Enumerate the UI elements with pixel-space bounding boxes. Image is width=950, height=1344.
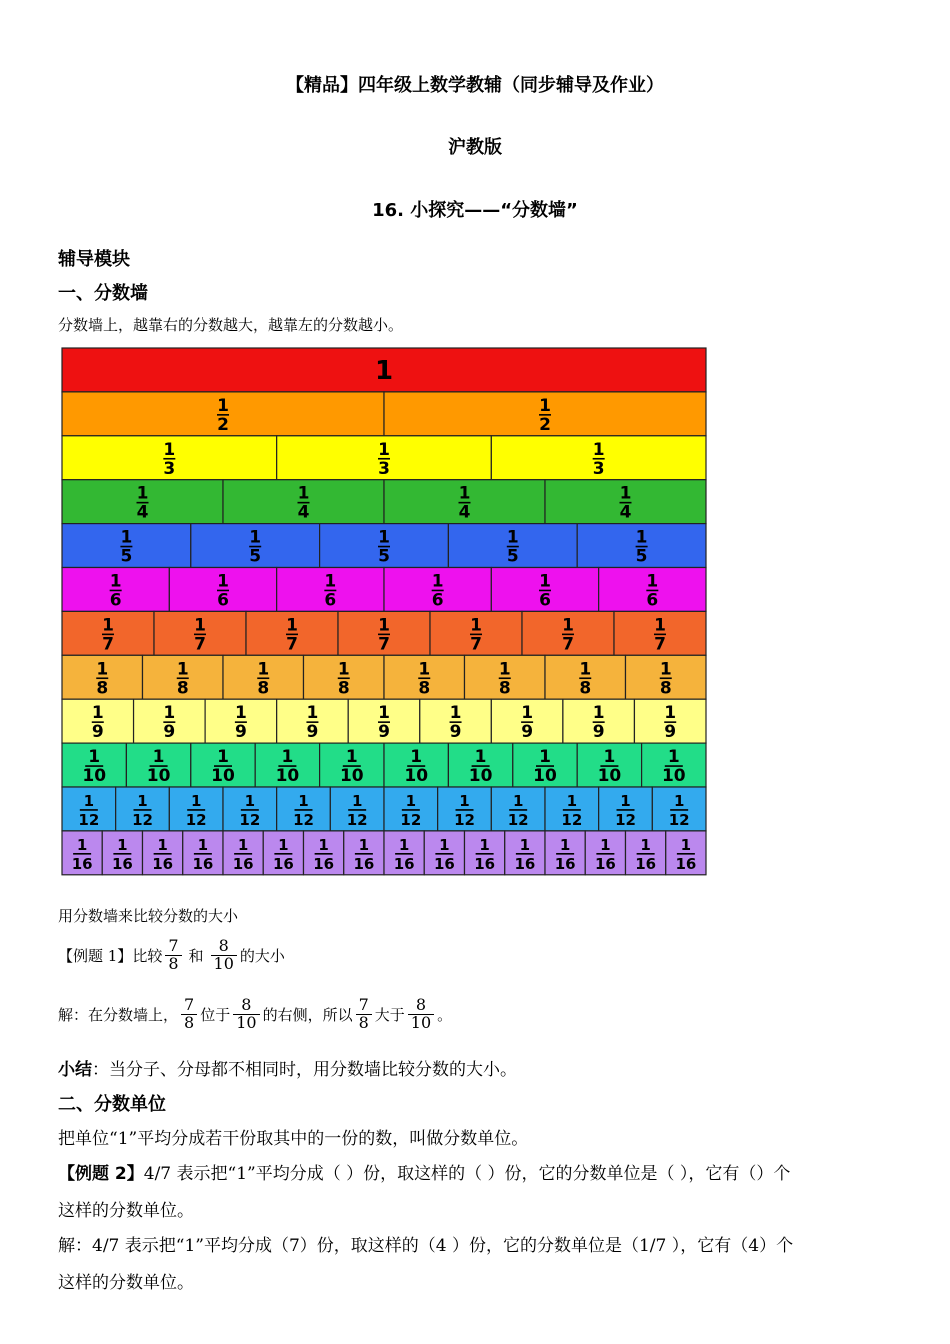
svg-text:1: 1 xyxy=(324,571,337,592)
wall-cell-12-10 xyxy=(545,787,599,831)
svg-text:16: 16 xyxy=(675,854,697,873)
wall-cell-12-9 xyxy=(491,787,545,831)
wall-cell-2-2 xyxy=(384,392,706,436)
wall-cell-6-2 xyxy=(169,568,276,612)
svg-text:4: 4 xyxy=(458,502,471,523)
svg-text:1: 1 xyxy=(76,835,88,854)
svg-text:16: 16 xyxy=(192,854,214,873)
svg-text:7: 7 xyxy=(286,634,298,655)
svg-text:12: 12 xyxy=(293,810,314,829)
wall-cell-8-8 xyxy=(626,655,707,699)
wall-cell-12-11 xyxy=(599,787,653,831)
svg-text:1: 1 xyxy=(619,483,632,504)
svg-text:16: 16 xyxy=(635,854,657,873)
svg-text:1: 1 xyxy=(458,483,471,504)
svg-text:16: 16 xyxy=(313,854,335,873)
wall-cell-9-4 xyxy=(277,699,349,743)
wall-cell-12-1 xyxy=(62,787,116,831)
svg-text:10: 10 xyxy=(597,766,622,787)
svg-text:1: 1 xyxy=(439,835,450,854)
svg-text:9: 9 xyxy=(91,722,104,743)
svg-text:16: 16 xyxy=(514,854,536,873)
svg-text:1: 1 xyxy=(306,703,319,724)
svg-text:8: 8 xyxy=(579,678,592,699)
wall-cell-4-3 xyxy=(384,480,545,524)
wall-cell-8-3 xyxy=(223,655,304,699)
svg-text:1: 1 xyxy=(405,791,417,810)
svg-text:1: 1 xyxy=(190,791,202,810)
svg-text:8: 8 xyxy=(337,678,350,699)
svg-text:1: 1 xyxy=(654,615,666,636)
svg-text:12: 12 xyxy=(454,810,475,829)
svg-text:1: 1 xyxy=(249,527,262,548)
svg-text:1: 1 xyxy=(351,791,363,810)
fraction-wall xyxy=(61,347,707,877)
svg-text:4: 4 xyxy=(297,502,310,523)
wall-cell-10-9 xyxy=(577,743,641,787)
svg-text:1: 1 xyxy=(217,395,229,416)
svg-text:1: 1 xyxy=(418,659,431,680)
svg-text:7: 7 xyxy=(194,634,206,655)
svg-text:6: 6 xyxy=(431,590,444,611)
wall-cell-16-15 xyxy=(626,831,666,875)
wall-cell-16-16 xyxy=(666,831,706,875)
wall-cell-10-10 xyxy=(642,743,706,787)
svg-text:1: 1 xyxy=(378,527,390,548)
svg-text:8: 8 xyxy=(176,678,189,699)
wall-cell-9-7 xyxy=(491,699,563,743)
svg-text:2: 2 xyxy=(217,414,229,435)
svg-text:4: 4 xyxy=(136,502,149,523)
wall-cell-6-6 xyxy=(599,568,706,612)
svg-text:1: 1 xyxy=(470,615,482,636)
svg-text:9: 9 xyxy=(163,722,176,743)
wall-cell-10-1 xyxy=(62,743,126,787)
svg-text:3: 3 xyxy=(592,458,605,479)
wall-cell-16-13 xyxy=(545,831,585,875)
svg-text:1: 1 xyxy=(278,835,289,854)
svg-text:8: 8 xyxy=(659,678,672,699)
wall-cell-12-6 xyxy=(330,787,384,831)
document-title: 【精品】四年级上数学教辅（同步辅导及作业） xyxy=(286,75,664,96)
svg-text:12: 12 xyxy=(615,810,636,829)
wall-cell-9-1 xyxy=(62,699,134,743)
fraction-8-10: $\frac{8}{10}$ xyxy=(211,938,237,973)
svg-text:1: 1 xyxy=(539,571,551,592)
wall-cell-7-1 xyxy=(62,611,154,655)
wall-cell-16-9 xyxy=(384,831,424,875)
svg-text:1: 1 xyxy=(176,659,189,680)
wall-cell-1-1 xyxy=(62,348,706,392)
svg-text:1: 1 xyxy=(337,659,350,680)
svg-text:1: 1 xyxy=(286,615,298,636)
svg-text:9: 9 xyxy=(234,722,247,743)
svg-text:1: 1 xyxy=(358,835,370,854)
section2-definition: 把单位“1”平均分成若干份取其中的一份的数，叫做分数单位。 xyxy=(58,1129,529,1149)
svg-text:1: 1 xyxy=(96,659,109,680)
svg-text:16: 16 xyxy=(353,854,375,873)
svg-text:1: 1 xyxy=(521,703,534,724)
edition-label: 沪教版 xyxy=(448,137,502,158)
wall-cell-7-3 xyxy=(246,611,338,655)
svg-text:1: 1 xyxy=(152,747,165,768)
wall-cell-9-3 xyxy=(205,699,277,743)
svg-text:1: 1 xyxy=(217,747,229,768)
wall-cell-5-5 xyxy=(577,524,706,568)
svg-text:8: 8 xyxy=(257,678,270,699)
svg-text:8: 8 xyxy=(96,678,109,699)
svg-text:7: 7 xyxy=(470,634,482,655)
svg-text:16: 16 xyxy=(71,854,93,873)
svg-text:16: 16 xyxy=(554,854,576,873)
wall-cell-12-2 xyxy=(116,787,170,831)
example-1-and: 和 xyxy=(188,946,204,965)
svg-text:1: 1 xyxy=(620,791,631,810)
wall-cell-8-1 xyxy=(62,655,143,699)
svg-text:16: 16 xyxy=(393,854,415,873)
svg-text:12: 12 xyxy=(561,810,583,829)
svg-text:1: 1 xyxy=(592,439,605,460)
svg-text:9: 9 xyxy=(306,722,319,743)
solution-mid2: 的右侧，所以 xyxy=(262,1005,353,1024)
svg-text:1: 1 xyxy=(117,835,128,854)
wall-cell-16-12 xyxy=(505,831,545,875)
svg-text:6: 6 xyxy=(217,590,229,611)
module-heading: 辅导模块 xyxy=(58,249,130,270)
wall-cell-10-4 xyxy=(255,743,319,787)
wall-cell-6-4 xyxy=(384,568,491,612)
wall-cell-12-3 xyxy=(169,787,223,831)
wall-cell-8-6 xyxy=(465,655,546,699)
fraction-7-8: $\frac{7}{8}$ xyxy=(181,997,197,1032)
svg-text:1: 1 xyxy=(592,703,605,724)
wall-cell-12-8 xyxy=(438,787,492,831)
fraction-8-10: $\frac{8}{10}$ xyxy=(233,997,259,1032)
svg-text:5: 5 xyxy=(249,546,262,567)
wall-cell-9-2 xyxy=(134,699,206,743)
svg-text:1: 1 xyxy=(498,659,511,680)
svg-text:1: 1 xyxy=(449,703,462,724)
wall-cell-10-6 xyxy=(384,743,448,787)
wall-cell-16-2 xyxy=(102,831,142,875)
svg-text:9: 9 xyxy=(449,722,462,743)
svg-text:10: 10 xyxy=(82,766,107,787)
wall-cell-5-4 xyxy=(448,524,577,568)
example-2-text: 4/7 表示把“1”平均分成（ ）份，取这样的（ ）份，它的分数单位是（ ），它有（）个 xyxy=(143,1164,791,1184)
wall-cell-5-3 xyxy=(320,524,449,568)
svg-text:1: 1 xyxy=(345,747,358,768)
svg-text:1: 1 xyxy=(297,483,310,504)
wall-cell-8-2 xyxy=(143,655,224,699)
wall-cell-12-5 xyxy=(277,787,331,831)
wall-cell-7-5 xyxy=(430,611,522,655)
compare-caption: 用分数墙来比较分数的大小 xyxy=(58,907,239,925)
svg-text:1: 1 xyxy=(539,747,551,768)
svg-text:1: 1 xyxy=(579,659,592,680)
summary-label: 小结 xyxy=(58,1060,92,1080)
wall-cell-9-9 xyxy=(634,699,706,743)
wall-cell-7-7 xyxy=(614,611,706,655)
svg-text:8: 8 xyxy=(498,678,511,699)
svg-text:1: 1 xyxy=(88,747,101,768)
svg-text:1: 1 xyxy=(659,659,672,680)
example-1-label: 【例题 1】 xyxy=(58,946,133,965)
wall-cell-3-1 xyxy=(62,436,277,480)
svg-text:10: 10 xyxy=(533,766,557,787)
svg-text:10: 10 xyxy=(468,766,493,787)
wall-cell-4-2 xyxy=(223,480,384,524)
svg-text:1: 1 xyxy=(459,791,470,810)
svg-text:1: 1 xyxy=(136,483,149,504)
wall-cell-8-4 xyxy=(304,655,385,699)
svg-text:1: 1 xyxy=(506,527,519,548)
wall-cell-16-5 xyxy=(223,831,263,875)
svg-text:1: 1 xyxy=(635,527,648,548)
svg-text:1: 1 xyxy=(318,835,329,854)
section1-heading: 一、分数墙 xyxy=(58,283,148,304)
svg-text:1: 1 xyxy=(512,791,524,810)
svg-text:1: 1 xyxy=(237,835,249,854)
svg-text:1: 1 xyxy=(600,835,611,854)
example-1 xyxy=(58,938,285,973)
svg-text:1: 1 xyxy=(410,747,423,768)
svg-text:12: 12 xyxy=(400,810,422,829)
wall-cell-7-2 xyxy=(154,611,246,655)
svg-text:1: 1 xyxy=(234,703,247,724)
svg-text:1: 1 xyxy=(640,835,651,854)
svg-text:9: 9 xyxy=(521,722,534,743)
wall-cell-12-7 xyxy=(384,787,438,831)
wall-cell-4-4 xyxy=(545,480,706,524)
wall-cell-16-8 xyxy=(344,831,384,875)
wall-cell-5-2 xyxy=(191,524,320,568)
wall-cell-12-4 xyxy=(223,787,277,831)
svg-text:1: 1 xyxy=(83,791,95,810)
svg-text:1: 1 xyxy=(109,571,122,592)
svg-text:12: 12 xyxy=(346,810,368,829)
svg-text:5: 5 xyxy=(635,546,648,567)
wall-cell-6-3 xyxy=(277,568,384,612)
example-1-pre: 比较 xyxy=(132,946,163,965)
svg-text:1: 1 xyxy=(163,439,176,460)
example-2-solution-line1: 解：4/7 表示把“1”平均分成（7）份，取这样的（4 ）份，它的分数单位是（1/7 ），它有（4）个 xyxy=(58,1236,794,1256)
svg-text:5: 5 xyxy=(120,546,133,567)
svg-text:1: 1 xyxy=(539,395,551,416)
svg-text:1: 1 xyxy=(519,835,531,854)
wall-cell-6-1 xyxy=(62,568,169,612)
svg-text:1: 1 xyxy=(298,791,309,810)
svg-text:1: 1 xyxy=(120,527,133,548)
svg-text:10: 10 xyxy=(404,766,429,787)
solution-pre: 解：在分数墙上， xyxy=(58,1005,179,1024)
svg-text:1: 1 xyxy=(91,703,104,724)
svg-text:16: 16 xyxy=(594,854,616,873)
svg-text:7: 7 xyxy=(102,634,114,655)
svg-text:12: 12 xyxy=(78,810,100,829)
svg-text:2: 2 xyxy=(539,414,551,435)
svg-text:10: 10 xyxy=(275,766,300,787)
svg-text:1: 1 xyxy=(474,747,487,768)
svg-text:1: 1 xyxy=(559,835,571,854)
solution-mid1: 位于 xyxy=(200,1005,231,1024)
example-2-line1 xyxy=(58,1159,790,1184)
fraction-7-8: $\frac{7}{8}$ xyxy=(356,997,372,1032)
svg-text:16: 16 xyxy=(111,854,133,873)
svg-text:7: 7 xyxy=(562,634,574,655)
svg-text:16: 16 xyxy=(152,854,174,873)
wall-cell-7-4 xyxy=(338,611,430,655)
wall-cell-5-1 xyxy=(62,524,191,568)
wall-cell-3-2 xyxy=(277,436,492,480)
wall-cell-6-5 xyxy=(491,568,598,612)
svg-text:1: 1 xyxy=(163,703,176,724)
wall-cell-10-5 xyxy=(320,743,384,787)
svg-text:12: 12 xyxy=(239,810,261,829)
svg-text:10: 10 xyxy=(211,766,235,787)
wall-cell-10-3 xyxy=(191,743,255,787)
svg-text:16: 16 xyxy=(474,854,496,873)
svg-text:1: 1 xyxy=(374,355,394,386)
svg-text:12: 12 xyxy=(185,810,207,829)
svg-text:1: 1 xyxy=(137,791,148,810)
wall-cell-8-5 xyxy=(384,655,465,699)
wall-cell-10-2 xyxy=(126,743,190,787)
summary-text: ：当分子、分母都不相同时，用分数墙比较分数的大小。 xyxy=(92,1060,517,1080)
svg-text:16: 16 xyxy=(272,854,294,873)
svg-text:12: 12 xyxy=(507,810,529,829)
svg-text:1: 1 xyxy=(603,747,616,768)
fraction-8-10: $\frac{8}{10}$ xyxy=(408,997,434,1032)
svg-text:1: 1 xyxy=(431,571,444,592)
wall-cell-8-7 xyxy=(545,655,626,699)
svg-text:16: 16 xyxy=(433,854,455,873)
wall-cell-7-6 xyxy=(522,611,614,655)
svg-text:5: 5 xyxy=(506,546,519,567)
svg-text:1: 1 xyxy=(673,791,685,810)
wall-cell-16-14 xyxy=(585,831,625,875)
wall-cell-16-7 xyxy=(304,831,344,875)
svg-text:8: 8 xyxy=(418,678,431,699)
svg-text:6: 6 xyxy=(109,590,122,611)
wall-cell-10-8 xyxy=(513,743,577,787)
svg-text:6: 6 xyxy=(324,590,337,611)
solution-end: 。 xyxy=(437,1005,453,1024)
svg-text:1: 1 xyxy=(378,703,390,724)
wall-cell-9-8 xyxy=(563,699,635,743)
wall-cell-16-3 xyxy=(143,831,183,875)
wall-cell-3-3 xyxy=(491,436,706,480)
section1-intro: 分数墙上，越靠右的分数越大，越靠左的分数越小。 xyxy=(58,316,404,334)
svg-text:1: 1 xyxy=(479,835,490,854)
wall-cell-2-1 xyxy=(62,392,384,436)
svg-text:6: 6 xyxy=(646,590,659,611)
svg-text:10: 10 xyxy=(339,766,364,787)
svg-text:1: 1 xyxy=(646,571,659,592)
svg-text:1: 1 xyxy=(257,659,270,680)
wall-cell-16-10 xyxy=(424,831,464,875)
svg-text:1: 1 xyxy=(398,835,410,854)
example-2-label: 【例题 2】 xyxy=(58,1164,144,1184)
svg-text:1: 1 xyxy=(664,703,677,724)
wall-cell-16-11 xyxy=(465,831,505,875)
svg-text:1: 1 xyxy=(102,615,114,636)
wall-cell-10-7 xyxy=(448,743,512,787)
svg-text:1: 1 xyxy=(566,791,578,810)
solution-mid3: 大于 xyxy=(374,1005,405,1024)
svg-text:6: 6 xyxy=(539,590,551,611)
svg-text:9: 9 xyxy=(592,722,605,743)
svg-text:1: 1 xyxy=(378,439,390,460)
example-2-solution-line2: 这样的分数单位。 xyxy=(58,1273,194,1293)
wall-cell-4-1 xyxy=(62,480,223,524)
example-2-line2: 这样的分数单位。 xyxy=(58,1201,194,1221)
svg-text:3: 3 xyxy=(163,458,176,479)
svg-text:9: 9 xyxy=(664,722,677,743)
svg-text:12: 12 xyxy=(668,810,690,829)
wall-cell-16-4 xyxy=(183,831,223,875)
wall-cell-16-1 xyxy=(62,831,102,875)
wall-cell-12-12 xyxy=(652,787,706,831)
svg-text:1: 1 xyxy=(667,747,680,768)
svg-text:7: 7 xyxy=(654,634,666,655)
svg-text:1: 1 xyxy=(194,615,206,636)
svg-text:1: 1 xyxy=(378,615,390,636)
svg-text:12: 12 xyxy=(132,810,153,829)
svg-text:10: 10 xyxy=(661,766,686,787)
svg-text:1: 1 xyxy=(197,835,209,854)
example-1-solution xyxy=(58,997,452,1032)
lesson-title: 16. 小探究——“分数墙” xyxy=(372,200,578,221)
fraction-7-8: $\frac{7}{8}$ xyxy=(165,938,181,973)
svg-text:1: 1 xyxy=(562,615,574,636)
wall-cell-9-6 xyxy=(420,699,492,743)
svg-text:9: 9 xyxy=(378,722,390,743)
summary xyxy=(58,1055,517,1080)
svg-text:1: 1 xyxy=(281,747,294,768)
section2-heading: 二、分数单位 xyxy=(58,1094,166,1115)
svg-text:1: 1 xyxy=(244,791,256,810)
wall-cell-9-5 xyxy=(348,699,420,743)
example-1-post: 的大小 xyxy=(239,946,285,965)
svg-text:4: 4 xyxy=(619,502,632,523)
svg-text:5: 5 xyxy=(378,546,390,567)
svg-text:10: 10 xyxy=(146,766,171,787)
wall-cell-16-6 xyxy=(263,831,303,875)
svg-text:1: 1 xyxy=(157,835,168,854)
svg-text:1: 1 xyxy=(217,571,229,592)
svg-text:1: 1 xyxy=(680,835,692,854)
svg-text:3: 3 xyxy=(378,458,390,479)
svg-text:16: 16 xyxy=(232,854,254,873)
svg-text:7: 7 xyxy=(378,634,390,655)
